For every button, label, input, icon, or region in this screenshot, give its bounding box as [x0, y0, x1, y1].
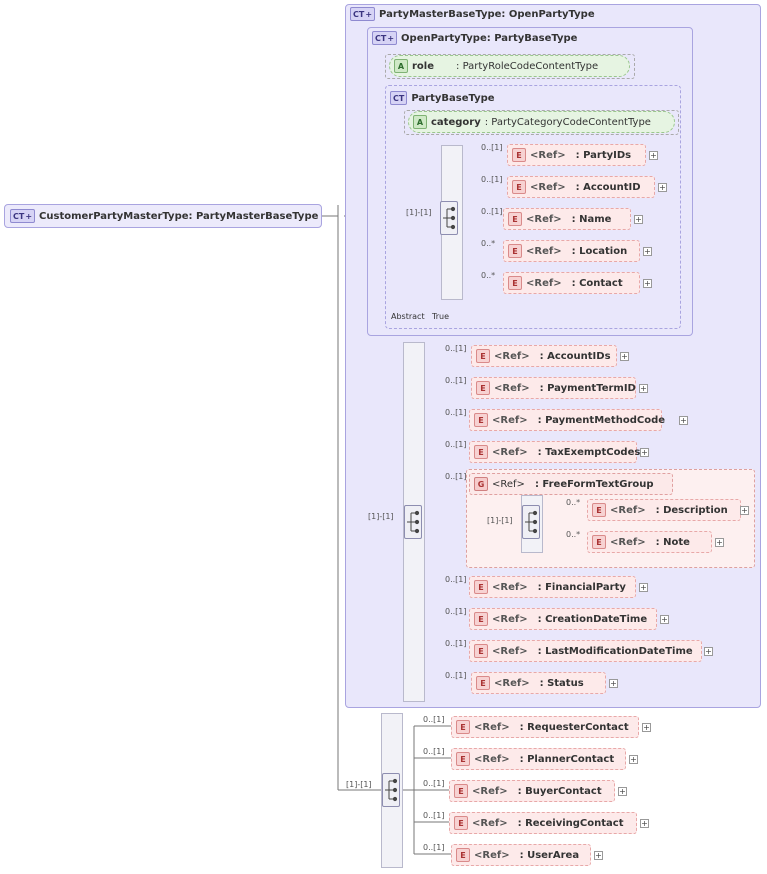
element-icon: E — [592, 503, 606, 517]
group-icon: G — [474, 477, 488, 491]
expander-description[interactable]: + — [741, 506, 748, 515]
element-ref-label: <Ref> — [494, 350, 530, 362]
element-ref-label: <Ref> — [474, 753, 510, 765]
element-location[interactable] — [503, 240, 640, 262]
attribute-icon: A — [394, 59, 408, 73]
element-icon: E — [474, 580, 488, 594]
group-freeformtextgroup-name: : FreeFormTextGroup — [534, 478, 654, 490]
element-accountid-name: : AccountID — [575, 181, 641, 193]
cardinality-requestercontact: 0..[1] — [423, 715, 445, 724]
element-partyids-name: : PartyIDs — [575, 149, 632, 161]
complex-type-icon — [10, 209, 35, 223]
cardinality-paymentmethodcode: 0..[1] — [445, 408, 467, 417]
element-icon: E — [512, 148, 526, 162]
root-node-customerpartymastertype[interactable] — [4, 204, 322, 228]
cardinality-financialparty: 0..[1] — [445, 575, 467, 584]
element-icon: E — [474, 413, 488, 427]
cardinality-contact: 0..* — [481, 271, 496, 280]
element-ref-label: <Ref> — [610, 504, 646, 516]
element-ref-label: <Ref> — [492, 581, 528, 593]
element-ref-label: <Ref> — [472, 785, 508, 797]
expander-icon[interactable]: + — [25, 211, 33, 221]
openpartytype-type: : PartyBaseType — [486, 32, 578, 44]
element-buyercontact-name: : BuyerContact — [517, 785, 602, 797]
sequence-icon — [405, 506, 421, 538]
element-icon: E — [592, 535, 606, 549]
expander-status[interactable]: + — [610, 679, 617, 688]
element-icon: E — [456, 752, 470, 766]
complex-type-icon — [390, 91, 407, 105]
expander-name[interactable]: + — [635, 215, 642, 224]
element-ref-label: <Ref> — [474, 721, 510, 733]
element-ref-label: <Ref> — [526, 277, 562, 289]
element-status[interactable] — [471, 672, 606, 694]
partymasterbasetype-name: PartyMasterBaseType — [379, 8, 502, 20]
cardinality-accountids: 0..[1] — [445, 344, 467, 353]
ct-tag-label: CT — [13, 211, 25, 221]
abstract-label: Abstract — [391, 312, 425, 321]
element-ref-label: <Ref> — [526, 245, 562, 257]
cardinality-freeformtextgroup-sequence: [1]-[1] — [487, 516, 513, 525]
cardinality-location: 0..* — [481, 239, 496, 248]
element-icon: E — [508, 212, 522, 226]
element-contact-name: : Contact — [571, 277, 623, 289]
element-icon: E — [476, 676, 490, 690]
openpartytype-name: OpenPartyType — [401, 32, 487, 44]
cardinality-description: 0..* — [566, 498, 581, 507]
element-status-name: : Status — [539, 677, 584, 689]
element-receivingcontact[interactable] — [449, 812, 637, 834]
element-icon: E — [476, 349, 490, 363]
root-node-name: CustomerPartyMasterType — [39, 210, 189, 222]
element-taxexemptcodes-name: : TaxExemptCodes — [537, 446, 641, 458]
expander-location[interactable]: + — [644, 247, 651, 256]
element-ref-label: <Ref> — [494, 677, 530, 689]
element-lastmodificationdatetime-name: : LastModificationDateTime — [537, 645, 693, 657]
element-ref-label: <Ref> — [494, 382, 530, 394]
sequence-icon — [523, 506, 539, 538]
element-financialparty-name: : FinancialParty — [537, 581, 626, 593]
cardinality-partybasetype-sequence: [1]-[1] — [406, 208, 432, 217]
partybasetype-name: PartyBaseType — [411, 92, 495, 104]
element-userarea[interactable] — [451, 844, 591, 866]
element-icon: E — [454, 784, 468, 798]
element-icon: E — [512, 180, 526, 194]
group-freeformtextgroup[interactable] — [469, 473, 673, 495]
expander-icon[interactable]: + — [387, 33, 395, 43]
cardinality-freeformtextgroup: 0..[1] — [445, 472, 467, 481]
element-receivingcontact-name: : ReceivingContact — [517, 817, 624, 829]
expander-contact[interactable]: + — [644, 279, 651, 288]
element-requestercontact-name: : RequesterContact — [519, 721, 629, 733]
ct-tag-label: CT — [353, 9, 365, 19]
attribute-role[interactable] — [389, 55, 630, 77]
cardinality-userarea: 0..[1] — [423, 843, 445, 852]
sequence-connector-partymasterbasetype[interactable] — [404, 505, 422, 539]
expander-taxexemptcodes[interactable]: + — [641, 448, 648, 457]
element-paymenttermid-name: : PaymentTermID — [539, 382, 636, 394]
attribute-role-type: : PartyRoleCodeContentType — [456, 60, 599, 72]
element-icon: E — [456, 720, 470, 734]
element-icon: E — [474, 445, 488, 459]
sequence-icon — [383, 774, 399, 806]
expander-note[interactable]: + — [716, 538, 723, 547]
ct-tag-label: CT — [393, 93, 405, 103]
element-plannercontact[interactable] — [451, 748, 626, 770]
cardinality-note: 0..* — [566, 530, 581, 539]
element-taxexemptcodes[interactable] — [469, 441, 641, 463]
element-ref-label: <Ref> — [492, 446, 528, 458]
element-icon: E — [476, 381, 490, 395]
ct-tag-label: CT — [375, 33, 387, 43]
attribute-category[interactable] — [408, 111, 675, 133]
element-location-name: : Location — [571, 245, 628, 257]
element-accountids[interactable] — [471, 345, 617, 367]
expander-buyercontact[interactable]: + — [619, 787, 626, 796]
attribute-category-type: : PartyCategoryCodeContentType — [484, 116, 651, 128]
cardinality-name: 0..[1] — [481, 207, 503, 216]
element-ref-label: <Ref> — [526, 213, 562, 225]
complex-type-icon — [350, 7, 375, 21]
element-partyids[interactable] — [507, 144, 646, 166]
expander-lastmodificationdatetime[interactable]: + — [705, 647, 712, 656]
element-userarea-name: : UserArea — [519, 849, 580, 861]
cardinality-taxexemptcodes: 0..[1] — [445, 440, 467, 449]
cardinality-lastmodificationdatetime: 0..[1] — [445, 639, 467, 648]
element-ref-label: <Ref> — [492, 613, 528, 625]
element-icon: E — [456, 848, 470, 862]
cardinality-buyercontact: 0..[1] — [423, 779, 445, 788]
element-ref-label: <Ref> — [610, 536, 646, 548]
element-ref-label: <Ref> — [530, 181, 566, 193]
element-contact[interactable] — [503, 272, 640, 294]
element-name-name: : Name — [571, 213, 612, 225]
element-icon: E — [508, 244, 522, 258]
sequence-icon — [441, 202, 457, 234]
abstract-value: True — [432, 312, 449, 321]
expander-partyids[interactable]: + — [650, 151, 657, 160]
element-note-name: : Note — [655, 536, 690, 548]
cardinality-customer-sequence: [1]-[1] — [346, 780, 372, 789]
complex-type-icon — [372, 31, 397, 45]
element-icon: E — [454, 816, 468, 830]
cardinality-plannercontact: 0..[1] — [423, 747, 445, 756]
attribute-category-name: category — [431, 116, 481, 128]
expander-requestercontact[interactable]: + — [643, 723, 650, 732]
element-financialparty[interactable] — [469, 576, 636, 598]
element-plannercontact-name: : PlannerContact — [519, 753, 615, 765]
attribute-icon: A — [413, 115, 427, 129]
element-paymentmethodcode-name: : PaymentMethodCode — [537, 414, 666, 426]
element-ref-label: <Ref> — [474, 849, 510, 861]
element-ref-label: <Ref> — [530, 149, 566, 161]
element-accountid[interactable] — [507, 176, 655, 198]
element-ref-label: <Ref> — [492, 645, 528, 657]
expander-paymentmethodcode[interactable]: + — [680, 416, 687, 425]
expander-creationdatetime[interactable]: + — [661, 615, 668, 624]
element-ref-label: <Ref> — [492, 414, 528, 426]
cardinality-paymenttermid: 0..[1] — [445, 376, 467, 385]
sequence-connector-partybasetype[interactable] — [440, 201, 458, 235]
partymasterbasetype-header[interactable] — [350, 4, 595, 24]
group-ref-label: <Ref> — [492, 478, 525, 490]
element-icon: E — [474, 612, 488, 626]
element-buyercontact[interactable] — [449, 780, 615, 802]
element-name[interactable] — [503, 208, 631, 230]
expander-icon[interactable]: + — [365, 9, 373, 19]
root-node-type: : PartyMasterBaseType — [188, 210, 319, 222]
element-requestercontact[interactable] — [451, 716, 639, 738]
element-ref-label: <Ref> — [472, 817, 508, 829]
cardinality-status: 0..[1] — [445, 671, 467, 680]
expander-financialparty[interactable]: + — [640, 583, 647, 592]
element-creationdatetime[interactable] — [469, 608, 657, 630]
element-description-name: : Description — [655, 504, 728, 516]
cardinality-partyids: 0..[1] — [481, 143, 503, 152]
element-accountids-name: : AccountIDs — [539, 350, 611, 362]
expander-accountid[interactable]: + — [659, 183, 666, 192]
element-icon: E — [508, 276, 522, 290]
cardinality-master-sequence: [1]-[1] — [368, 512, 394, 521]
element-paymentmethodcode[interactable] — [469, 409, 666, 431]
expander-paymenttermid[interactable]: + — [640, 384, 647, 393]
cardinality-creationdatetime: 0..[1] — [445, 607, 467, 616]
sequence-connector-freeformtextgroup[interactable] — [522, 505, 540, 539]
expander-plannercontact[interactable]: + — [630, 755, 637, 764]
attribute-role-name: role — [412, 60, 435, 72]
sequence-connector-customerpartymastertype[interactable] — [382, 773, 400, 807]
cardinality-receivingcontact: 0..[1] — [423, 811, 445, 820]
expander-userarea[interactable]: + — [595, 851, 602, 860]
partybasetype-header[interactable] — [390, 88, 495, 108]
element-lastmodificationdatetime[interactable] — [469, 640, 702, 662]
element-paymenttermid[interactable] — [471, 377, 636, 399]
element-creationdatetime-name: : CreationDateTime — [537, 613, 648, 625]
element-note[interactable] — [587, 531, 712, 553]
element-description[interactable] — [587, 499, 741, 521]
partymasterbasetype-type: : OpenPartyType — [501, 8, 595, 20]
expander-receivingcontact[interactable]: + — [641, 819, 648, 828]
element-icon: E — [474, 644, 488, 658]
openpartytype-header[interactable] — [372, 28, 577, 48]
cardinality-accountid: 0..[1] — [481, 175, 503, 184]
expander-accountids[interactable]: + — [621, 352, 628, 361]
